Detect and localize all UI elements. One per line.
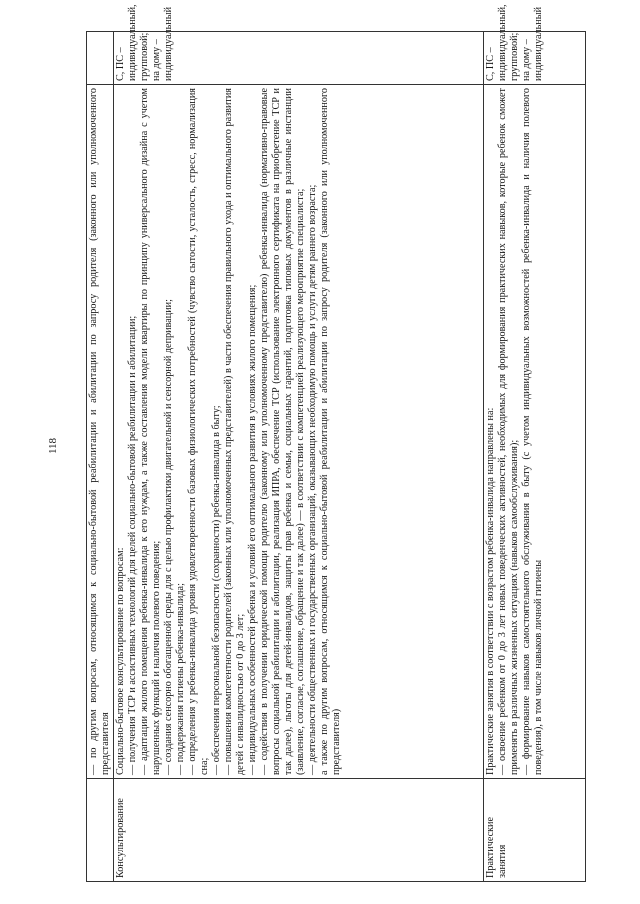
form-line: С, ПС – (485, 47, 496, 81)
table-row (87, 32, 114, 882)
form-line: С, ПС – (115, 47, 126, 81)
form-line: индивидуальный (163, 6, 174, 81)
form-line: на дому – (521, 39, 532, 81)
activity-type-cell: Консультирование (114, 779, 484, 882)
activity-type-cell: Практические занятия (484, 779, 586, 882)
activity-type-cell (87, 779, 114, 882)
form-line: индивидуальный, групповой; (497, 4, 520, 81)
content-line: а также по другим вопросам, относящимся к социально-бытовой реабилитации и абилитации по запросу родителя (законного или уполномоченного представителя) (319, 88, 342, 775)
content-line: — повышения компетентности родителей (законных или уполномоченных представителей) в части обеспечения правильного ухода и оптимального развития детей с инвалидностью от 0 до 3 лет; (223, 88, 246, 775)
table-row (484, 32, 586, 882)
content-line: — поддержания гигиены ребенка-инвалида; (175, 583, 186, 775)
rehabilitation-table (86, 4, 586, 882)
content-line: Практические занятия в соответствии с возрастом ребенка-инвалида направлены на: (485, 407, 496, 775)
content-line: — определения у ребенка-инвалида уровня удовлетворенности базовых физиологических потребностей (чувство сытости, усталость, стресс, нормализация сна; (187, 88, 210, 775)
content-line: — адаптации жилого помещения ребенка-инвалида к его нуждам, а также составления модели квартиры по принципу универсального дизайна с учетом нарушенных функций и наличия полевого поведения; (139, 88, 162, 775)
content-line: — по другим вопросам, относящимся к социально-бытовой реабилитации и абилитации по запросу родителя (законного или уполномоченного представителя (88, 88, 111, 775)
content-line: — деятельности общественных и государственных организаций, оказывающих необходимую помощь и услуги детям раннего возраста; (307, 184, 318, 775)
content-line: Социально-бытовое консультирование по вопросам: (115, 547, 126, 775)
form-line: индивидуальный, групповой; (127, 4, 150, 81)
activity-content-cell (87, 85, 114, 779)
content-line: — освоение ребенком от 0 до 3 лет новых поведенческих активностей, необходимых для формирования практических навыков, которые ребенок сможет применять в различных жизненных ситуациях (навыков самообслуживания); (497, 88, 520, 775)
content-line: — создания сенсорно обогащенной среды для с целью профилактики двигательной и сенсорной депривации; (163, 299, 174, 775)
content-line: — содействия в получении юридической помощи родителю (законному или уполномоченному представителю) ребенка-инвалида (нормативно-правовые вопросы социальной реабилитации и абилитации, реализация ИПРА, обеспечение ТСР (использование электронного сертификата на приобретение ТСР и так далее), льготы для детей-инвалидов, защиты прав ребенка и семьи, социальных гарантий, подготовка типовых документов в различные инстанции (заявление, согласие, соглашение, обращение и так далее) — в соответствии с компетенцией реализующего мероприятие специалиста; (259, 88, 306, 775)
content-line: — индивидуальных особенностей ребенка и условий его оптимального развития в условиях жилого помещения; (247, 284, 258, 775)
table-row (114, 32, 484, 882)
activity-form-cell (114, 4, 484, 85)
activity-form-cell (484, 4, 586, 85)
form-line: на дому – (151, 39, 162, 81)
activity-content-cell (114, 85, 484, 779)
activity-form-cell (87, 32, 114, 85)
rotated-table-wrapper (86, 4, 586, 882)
activity-content-cell (484, 85, 586, 779)
content-line: — обеспечения персональной безопасности (сохранности) ребенка-инвалида в быту; (211, 405, 222, 775)
form-line: индивидуальный (533, 6, 544, 81)
content-line: — формирование навыков самостоятельного обслуживания в быту (с учетом индивидуальных возможностей ребенка-инвалида и наличия полевого поведения), в том числе навыков личной гигиены (521, 88, 544, 775)
page-number: 118 (47, 437, 59, 455)
content-line: — получения ТСР и ассистивных технологий для целей социально-бытовой реабилитации и абилитации; (127, 315, 138, 775)
